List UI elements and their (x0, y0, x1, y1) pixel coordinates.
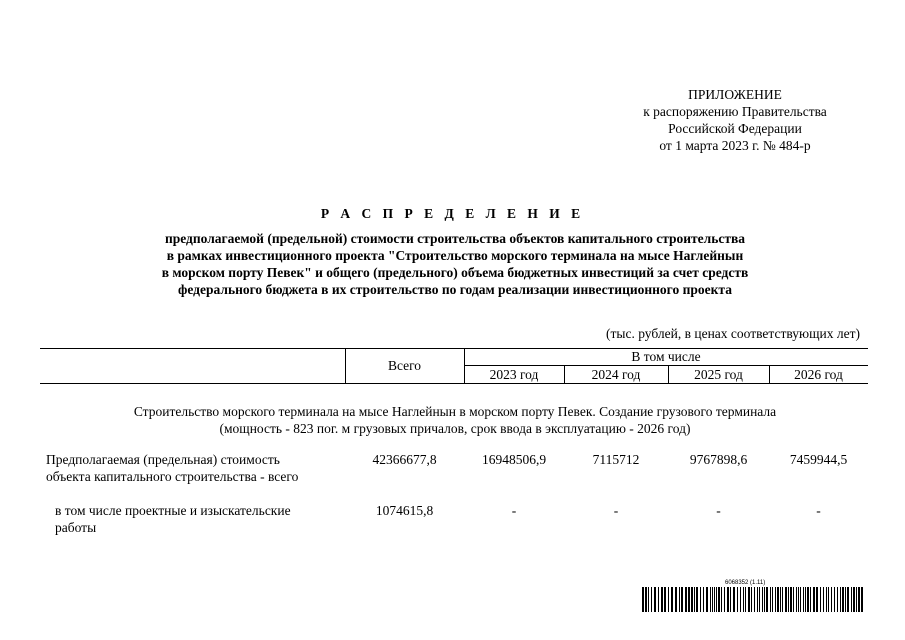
row-2026-value: - (816, 503, 821, 518)
section-line: Строительство морского терминала на мысе Наглейнын в морском порту Певек. Создание грузового терминала (133, 404, 777, 419)
subtitle-line: федерального бюджета в их строительство по годам реализации инвестиционного проекта (178, 282, 732, 297)
header-mid-border (464, 365, 868, 366)
subtitle-line: предполагаемой (предельной) стоимости строительства объектов капитального строительства (164, 231, 746, 246)
barcode-code: 6068352 (1.11) (725, 580, 766, 586)
header-year-2024: 2024 год (591, 367, 641, 382)
header-total: Всего (387, 358, 422, 373)
row-total-value: 1074615,8 (375, 503, 434, 518)
document-subtitle (40, 230, 870, 298)
header-year-2023: 2023 год (489, 367, 539, 382)
appendix-line-1: к распоряжению Правительства (643, 104, 827, 119)
document-title: Р А С П Р Е Д Е Л Е Н И Е (320, 206, 585, 221)
table-row-label (55, 502, 345, 536)
appendix-line-2: Российской Федерации (668, 121, 802, 136)
row-label-line: в том числе проектные и изыскательские (55, 503, 291, 518)
header-bottom-border (40, 383, 868, 384)
appendix-title: ПРИЛОЖЕНИЕ (688, 87, 782, 102)
appendix-line-3: от 1 марта 2023 г. № 484-р (659, 138, 811, 153)
row-total-value: 42366677,8 (372, 452, 437, 467)
header-year-2025: 2025 год (694, 367, 743, 382)
section-line: (мощность - 823 пог. м грузовых причалов, срок ввода в эксплуатацию - 2026 год) (219, 421, 691, 436)
row-2023-value: - (511, 503, 517, 518)
subtitle-line: в морском порту Певек" и общего (предельного) объема бюджетных инвестиций за счет средств (161, 265, 749, 280)
row-label-line: объекта капитального строительства - всего (46, 469, 299, 484)
row-label-line: Предполагаемая (предельная) стоимость (46, 452, 280, 467)
subtitle-line: в рамках инвестиционного проекта "Строительство морского терминала на мысе Наглейнын (166, 248, 744, 263)
header-including: В том числе (631, 349, 701, 364)
row-2023-value: 16948506,9 (481, 452, 547, 467)
row-2026-value: 7459944,5 (789, 452, 848, 467)
row-2025-value: 9767898,6 (689, 452, 748, 467)
row-label-line: работы (55, 520, 97, 535)
appendix-block (610, 86, 860, 154)
table-row-label (46, 451, 346, 485)
row-2024-value: 7115712 (592, 452, 640, 467)
row-2024-value: - (613, 503, 619, 518)
section-heading (40, 403, 870, 437)
row-2025-value: - (716, 503, 721, 518)
barcode-image (642, 587, 866, 612)
header-year-2026: 2026 год (794, 367, 843, 382)
units-note: (тыс. рублей, в ценах соответствующих лет) (606, 326, 860, 341)
